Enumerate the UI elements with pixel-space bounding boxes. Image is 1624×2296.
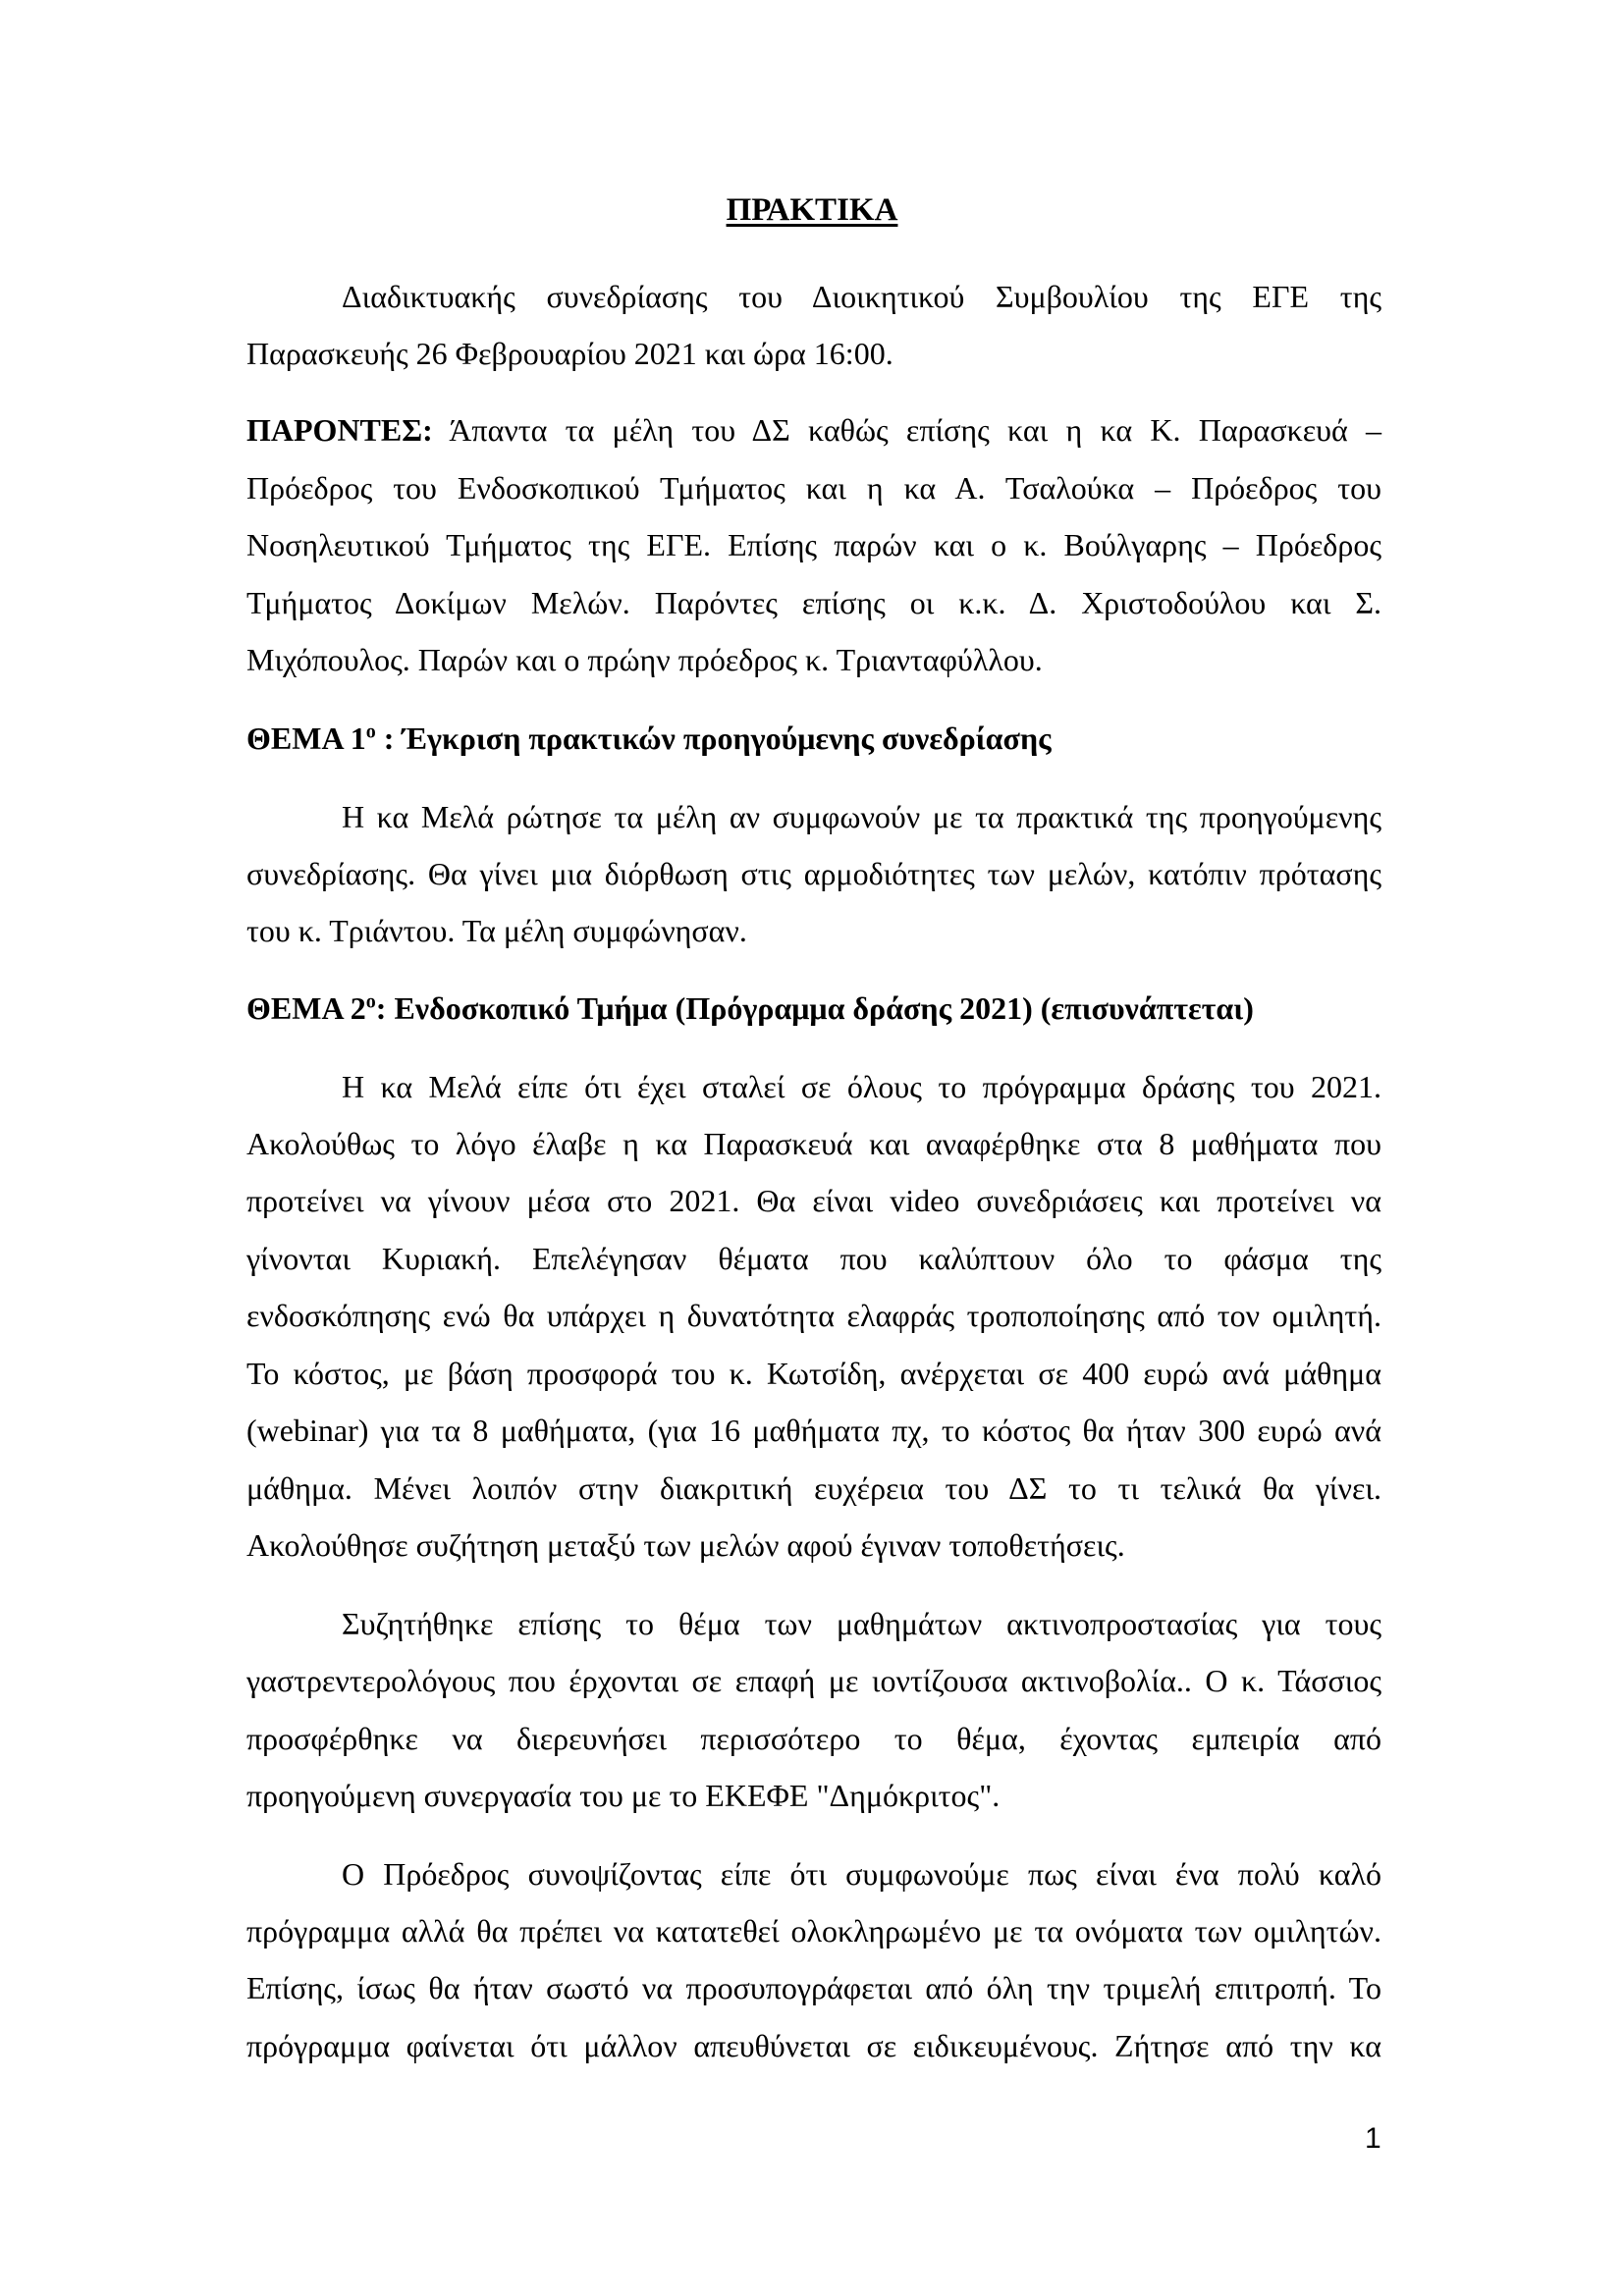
topic2-para1-line: (webinar) για τα 8 μαθήματα, (για 16 μαθήματα πχ, το κόστος θα ήταν 300 ευρώ ανά [246,1413,1381,1448]
topic2-para1-line: γίνονται Κυριακή. Επελέγησαν θέματα που καλύπτουν όλο το φάσμα της [246,1241,1381,1276]
topic2-para1-line: ενδοσκόπησης ενώ θα υπάρχει η δυνατότητα ελαφράς τροποποίησης από τον ομιλητή. [246,1298,1381,1333]
topic2-para1-line: Η κα Μελά είπε ότι έχει σταλεί σε όλους το πρόγραμμα δράσης του 2021. [342,1069,1381,1104]
topic2-para1-line: προτείνει να γίνουν μέσα στο 2021. Θα είναι video συνεδριάσεις και προτείνει να [246,1183,1381,1218]
topic2-title: : Ενδοσκοπικό Τμήμα (Πρόγραμμα δράσης 2021) (επισυνάπτεται) [375,990,1254,1026]
topic2-heading [246,988,1381,1028]
topic1-line: του κ. Τριάντου. Τα μέλη συμφώνησαν. [246,913,747,948]
topic1-title: : Έγκριση πρακτικών προηγούμενης συνεδρίασης [375,721,1052,756]
attendees-line: Νοσηλευτικού Τμήματος της ΕΓΕ. Επίσης παρών και ο κ. Βούλγαρης – Πρόεδρος [246,527,1381,562]
document-title: ΠΡΑΚΤΙΚΑ [726,192,898,228]
topic2-para1-line: Το κόστος, με βάση προσφορά του κ. Κωτσίδη, ανέρχεται σε 400 ευρώ ανά μάθημα [246,1356,1381,1391]
topic2-para2-line: προηγούμενη συνεργασία του με το ΕΚΕΦΕ "Δημόκριτος". [246,1778,1001,1813]
topic1-sup: ο [365,721,376,743]
topic2-sup: ο [365,990,376,1013]
attendees-line: Πρόεδρος του Ενδοσκοπικού Τμήματος και η κα Α. Τσαλούκα – Πρόεδρος του [246,470,1381,506]
topic1-line: Η κα Μελά ρώτησε τα μέλη αν συμφωνούν με τα πρακτικά της προηγούμενης [342,799,1381,834]
topic2-para3-line: πρόγραμμα φαίνεται ότι μάλλον απευθύνεται σε ειδικευμένους. Ζήτησε από την κα [246,2028,1381,2063]
topic1-line: συνεδρίασης. Θα γίνει μια διόρθωση στις αρμοδιότητες των μελών, κατόπιν πρότασης [246,856,1381,891]
topic2-para2-line: Συζητήθηκε επίσης το θέμα των μαθημάτων ακτινοπροστασίας για τους [342,1606,1381,1641]
topic2-para3-line: πρόγραμμα αλλά θα πρέπει να κατατεθεί ολοκληρωμένο με τα ονόματα των ομιλητών. [246,1913,1381,1949]
topic2-para2-line: προσφέρθηκε να διερευνήσει περισσότερο το θέμα, έχοντας εμπειρία από [246,1721,1381,1756]
topic2-prefix: ΘΕΜΑ 2 [246,990,366,1026]
attendees-line [246,410,1381,450]
topic1-heading [246,719,1381,758]
topic2-para3-line: Επίσης, ίσως θα ήταν σωστό να προσυπογράφεται από όλη την τριμελή επιτροπή. Το [246,1970,1381,2005]
intro-line: Παρασκευής 26 Φεβρουαρίου 2021 και ώρα 16:00. [246,336,893,371]
attendees-text: Άπαντα τα μέλη του ΔΣ καθώς επίσης και η κα Κ. Παρασκευά – [432,412,1381,448]
topic1-prefix: ΘΕΜΑ 1 [246,721,366,756]
page-number: 1 [1365,2122,1381,2155]
topic2-para3-line: Ο Πρόεδρος συνοψίζοντας είπε ότι συμφωνούμε πως είναι ένα πολύ καλό [342,1856,1381,1892]
topic2-para2-line: γαστρεντερολόγους που έρχονται σε επαφή με ιοντίζουσα ακτινοβολία.. Ο κ. Τάσσιος [246,1663,1381,1698]
topic2-para1-line: μάθημα. Μένει λοιπόν στην διακριτική ευχέρεια του ΔΣ το τι τελικά θα γίνει. [246,1470,1381,1506]
attendees-label: ΠΑΡΟΝΤΕΣ: [246,412,433,448]
topic2-para1-line: Ακολούθησε συζήτηση μεταξύ των μελών αφού έγιναν τοποθετήσεις. [246,1527,1125,1563]
attendees-line: Μιχόπουλος. Παρών και ο πρώην πρόεδρος κ. Τριανταφύλλου. [246,642,1043,677]
attendees-line: Τμήματος Δοκίμων Μελών. Παρόντες επίσης οι κ.κ. Δ. Χριστοδούλου και Σ. [246,585,1381,620]
topic2-para1-line: Ακολούθως το λόγο έλαβε η κα Παρασκευά και αναφέρθηκε στα 8 μαθήματα που [246,1126,1381,1161]
intro-line: Διαδικτυακής συνεδρίασης του Διοικητικού Συμβουλίου της ΕΓΕ της [342,279,1381,314]
